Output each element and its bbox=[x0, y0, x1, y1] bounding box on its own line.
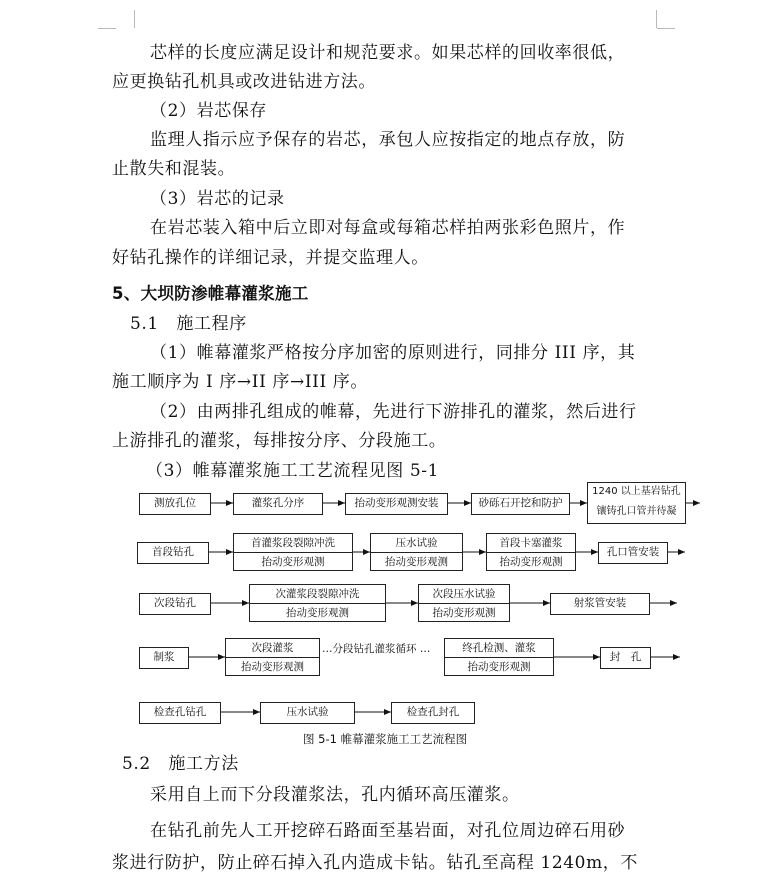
section-subheading: 5.2 施工方法 bbox=[122, 754, 239, 774]
paragraph-line: 应更换钻孔机具或改进钻进方法。 bbox=[112, 72, 376, 92]
paragraph-line: （1）帷幕灌浆严格按分序加密的原则进行，同排分 III 序，其 bbox=[150, 343, 636, 363]
section-heading: 5、大坝防渗帷幕灌浆施工 bbox=[112, 284, 309, 303]
flow-box-orifice-pipe: 孔口管安装 bbox=[598, 542, 668, 564]
paragraph-line: （2）由两排孔组成的帷幕，先进行下游排孔的灌浆，然后进行 bbox=[150, 402, 637, 422]
flow-box-text: 压水试验 bbox=[395, 537, 438, 549]
flow-box-uplift-install: 抬动变形观测安装 bbox=[345, 493, 448, 515]
flow-box-survey-holes: 测放孔位 bbox=[139, 493, 211, 515]
flow-box-check-seal: 检查孔封孔 bbox=[391, 702, 475, 724]
flow-box-mix-grout: 制浆 bbox=[139, 647, 189, 669]
flow-box-text: 次灌浆段裂隙冲洗 bbox=[275, 588, 360, 600]
flow-box-gravel-excavation: 砂砾石开挖和防护 bbox=[471, 493, 570, 515]
flow-box-seal-hole: 封 孔 bbox=[600, 647, 651, 669]
flow-box-next-stage-drilling: 次段钻孔 bbox=[139, 593, 211, 615]
paragraph-line: 浆进行防护，防止碎石掉入孔内造成卡钻。钻孔至高程 1240m，不 bbox=[112, 853, 638, 873]
flow-box-packer-grouting bbox=[486, 533, 576, 571]
figure-caption: 图 5-1 帷幕灌浆施工工艺流程图 bbox=[303, 732, 468, 746]
paragraph-line: 好钻孔操作的详细记录，并提交监理人。 bbox=[112, 248, 429, 268]
flow-box-text: 终孔检测、灌浆 bbox=[462, 642, 536, 654]
paragraph-line: 在岩芯装入箱中后立即对每盒或每箱芯样拍两张彩色照片，作 bbox=[150, 218, 626, 238]
flow-box-text: 首段卡塞灌浆 bbox=[499, 537, 563, 549]
flow-box-hole-sequencing: 灌浆孔分序 bbox=[233, 493, 323, 515]
paragraph-line: （3）帷幕灌浆施工工艺流程见图 5-1 bbox=[146, 461, 439, 481]
paragraph-line: 在钻孔前先人工开挖碎石路面至基岩面，对孔位周边碎石用砂 bbox=[150, 821, 626, 841]
flow-box-text: 抬动变形观测 bbox=[419, 603, 509, 622]
flow-box-first-stage-drilling: 首段钻孔 bbox=[137, 542, 209, 564]
flow-box-text: 抬动变形观测 bbox=[250, 603, 385, 622]
flow-box-next-grouting bbox=[225, 638, 320, 676]
flow-box-first-flush bbox=[233, 533, 353, 571]
flow-box-grout-pipe: 射浆管安装 bbox=[550, 593, 650, 615]
section-subheading: 5.1 施工程序 bbox=[130, 314, 247, 334]
flow-box-next-flush bbox=[249, 584, 386, 622]
flow-box-text: 抬动变形观测 bbox=[226, 657, 319, 676]
flow-box-check-drilling: 检查孔钻孔 bbox=[139, 702, 221, 724]
flow-box-final-test bbox=[444, 638, 554, 676]
flow-box-text: 首灌浆段裂隙冲洗 bbox=[251, 537, 335, 549]
flow-box-text: 抬动变形观测 bbox=[234, 552, 352, 571]
flow-box-text: 抬动变形观测 bbox=[445, 657, 553, 676]
flow-box-text: 次段灌浆 bbox=[251, 642, 294, 654]
subheading: （2）岩芯保存 bbox=[150, 101, 268, 121]
paragraph-line: 采用自上而下分段灌浆法，孔内循环高压灌浆。 bbox=[150, 785, 520, 805]
flow-box-text: 1240 以上基岩钻孔 bbox=[592, 486, 681, 497]
flow-box-check-water-test: 压水试验 bbox=[260, 702, 355, 724]
flow-box-text: 抬动变形观测 bbox=[487, 552, 575, 571]
flow-box-text: 次段压水试验 bbox=[432, 588, 496, 600]
paragraph-line: 施工顺序为 I 序→II 序→III 序。 bbox=[112, 372, 368, 392]
flow-box-text: 抬动变形观测 bbox=[371, 552, 462, 571]
subheading: （3）岩芯的记录 bbox=[150, 189, 285, 209]
flow-box-bedrock-drilling bbox=[587, 482, 686, 524]
paragraph-line: 上游排孔的灌浆，每排按分序、分段施工。 bbox=[112, 431, 447, 451]
paragraph-line: 止散失和混装。 bbox=[112, 159, 236, 179]
paragraph-line: 芯样的长度应满足设计和规范要求。如果芯样的回收率很低， bbox=[150, 43, 626, 63]
flow-box-water-test bbox=[370, 533, 463, 571]
flow-box-next-water-test bbox=[418, 584, 510, 622]
flow-box-text: 镶铸孔口管并待凝 bbox=[596, 506, 677, 517]
flow-loop-label: …分段钻孔灌浆循环 … bbox=[322, 643, 431, 655]
paragraph-line: 监理人指示应予保存的岩芯，承包人应按指定的地点存放，防 bbox=[150, 130, 626, 150]
